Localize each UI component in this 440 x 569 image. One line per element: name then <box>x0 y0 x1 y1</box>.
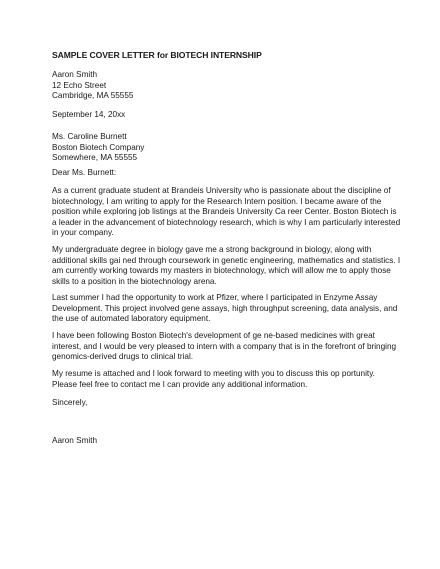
sender-address <box>52 70 133 102</box>
paragraph-3 <box>52 293 397 325</box>
paragraph-line: Please feel free to contact me I can provide any additional information. <box>52 379 308 389</box>
paragraph-line: As a current graduate student at Brandeis University who is passionate about the discipline of <box>52 186 391 195</box>
paragraph-5 <box>52 369 375 390</box>
letter-date: September 14, 20xx <box>52 110 126 119</box>
paragraph-line: am currently working towards my masters in biotechnology, which will allow me to apply those <box>52 266 391 275</box>
paragraph-line: position while exploring job listings at the Brandeis University Ca reer Center. Boston Biotech is <box>52 207 397 216</box>
page-title: SAMPLE COVER LETTER for BIOTECH INTERNSHIP <box>52 50 262 60</box>
recipient-city: Somewhere, MA 55555 <box>52 153 138 162</box>
paragraph-line: genomics-derived drugs to clinical trial. <box>52 352 194 361</box>
sender-street: 12 Echo Street <box>52 80 107 90</box>
paragraph-line: biotechnology, I am writing to apply for the Research Intern position. I became aware of the <box>52 196 382 206</box>
sender-city: Cambridge, MA 55555 <box>52 91 134 100</box>
paragraph-line: a leader in the advancement of biotechnology research, which is why I am particularly interested <box>52 217 401 227</box>
paragraph-4 <box>52 331 396 363</box>
paragraph-line: I have been following Boston Biotech's development of ge ne-based medicines with great <box>52 331 375 340</box>
paragraph-line: the use of automated laboratory equipment. <box>52 314 211 323</box>
signature-name: Aaron Smith <box>52 436 98 445</box>
paragraph-line: skills to a position in the biotechnology arena. <box>52 276 217 286</box>
paragraph-line: additional skills gai ned through coursework in genetic engineering, mathematics and statistics. I <box>52 255 401 265</box>
paragraph-line: My undergraduate degree in biology gave me a strong background in biology, along with <box>52 245 372 254</box>
paragraph-line: interest, and I would be very pleased to intern with a company that is in the forefront of bringing <box>52 341 397 351</box>
paragraph-1 <box>52 186 400 239</box>
closing: Sincerely, <box>52 398 88 407</box>
paragraph-line: Last summer I had the opportunity to work at Pfizer, where I participated in Enzyme Assay <box>52 293 378 302</box>
paragraph-line: in your company. <box>52 228 114 237</box>
paragraph-line: My resume is attached and I look forward to meeting with you to discuss this op portunity. <box>52 369 375 378</box>
sender-name: Aaron Smith <box>52 70 98 79</box>
paragraph-line: Development. This project involved gene assays, high throughput screening, data analysis, and <box>52 303 398 313</box>
recipient-name: Ms. Caroline Burnett <box>52 132 127 141</box>
salutation: Dear Ms. Burnett: <box>52 168 117 177</box>
recipient-company: Boston Biotech Company <box>52 142 145 152</box>
recipient-address <box>52 132 144 164</box>
paragraph-2 <box>52 245 400 287</box>
